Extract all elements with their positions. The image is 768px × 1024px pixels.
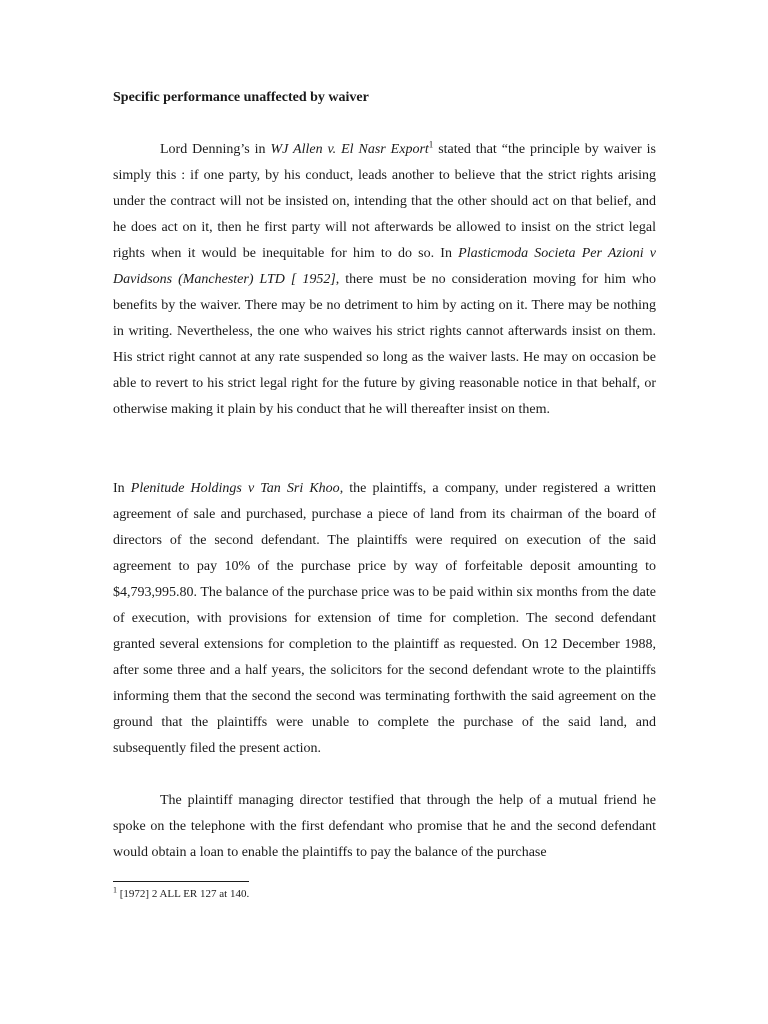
footnote-separator — [113, 881, 249, 882]
footnote — [113, 885, 250, 900]
para2-text-post: , the plaintiffs, a company, under registered a written agreement of sale and purchased, purchase a piece of land from its chairman of the board of directors of the second defendant. The plaintiffs were required on execution of the said agreement to pay 10% of the purchase price by way of forfeitable deposit amounting to $4,793,995.80. The balance of the purchase price was to be paid within six months from the date of execution, with provisions for extension of time for completion. The second defendant granted several extensions for completion to the plaintiff as requested. On 12 December 1988, after some three and a half years, the solicitors for the second defendant wrote to the plaintiffs informing them that the second the second was terminating forthwith the said agreement on the ground that the plaintiffs were unable to complete the purchase of the said land, and subsequently filed the present action. — [113, 481, 656, 756]
paragraph-1 — [113, 137, 656, 423]
footnote-number: 1 — [113, 885, 117, 895]
para2-text-pre: In — [113, 481, 131, 496]
para1-text-mid: stated that “the principle by waiver is simply this : if one party, by his conduct, leads another to believe that the strict rights arising under the contract will not be insisted on, intending that the other should act on that belief, and he does act on it, then he first party will not afterwards be allowed to insist on the strict legal rights when it would be inequitable for him to do so. In — [113, 142, 656, 261]
footnote-text: [1972] 2 ALL ER 127 at 140. — [117, 888, 250, 900]
para1-text-post: , there must be no consideration moving for him who benefits by the waiver. There may be no detriment to him by acting on it. There may be nothing in writing. Nevertheless, the one who waives his strict rights cannot afterwards insist on them. His strict right cannot at any rate suspended so long as the waiver lasts. He may on occasion be able to revert to his strict legal right for the future by giving reasonable notice in that behalf, or otherwise making it plain by his conduct that he will thereafter insist on them. — [113, 272, 656, 417]
section-heading: Specific performance unaffected by waiver — [113, 90, 369, 105]
paragraph-3: The plaintiff managing director testified that through the help of a mutual friend he spoke on the telephone with the first defendant who promise that he and the second defendant would obtain a loan to enable the plaintiffs to pay the balance of the purchase — [113, 793, 656, 860]
footnote-reference: 1 — [428, 139, 434, 150]
paragraph-2 — [113, 476, 656, 762]
para1-text-pre: Lord Denning’s in — [160, 142, 271, 157]
case-citation-plasticmoda: Plasticmoda Societa Per Azioni v Davidsons (Manchester) LTD [ 1952] — [113, 246, 657, 287]
case-citation-allen: WJ Allen v. El Nasr Export — [270, 142, 429, 157]
case-citation-plenitude: Plenitude Holdings v Tan Sri Khoo — [130, 481, 340, 496]
